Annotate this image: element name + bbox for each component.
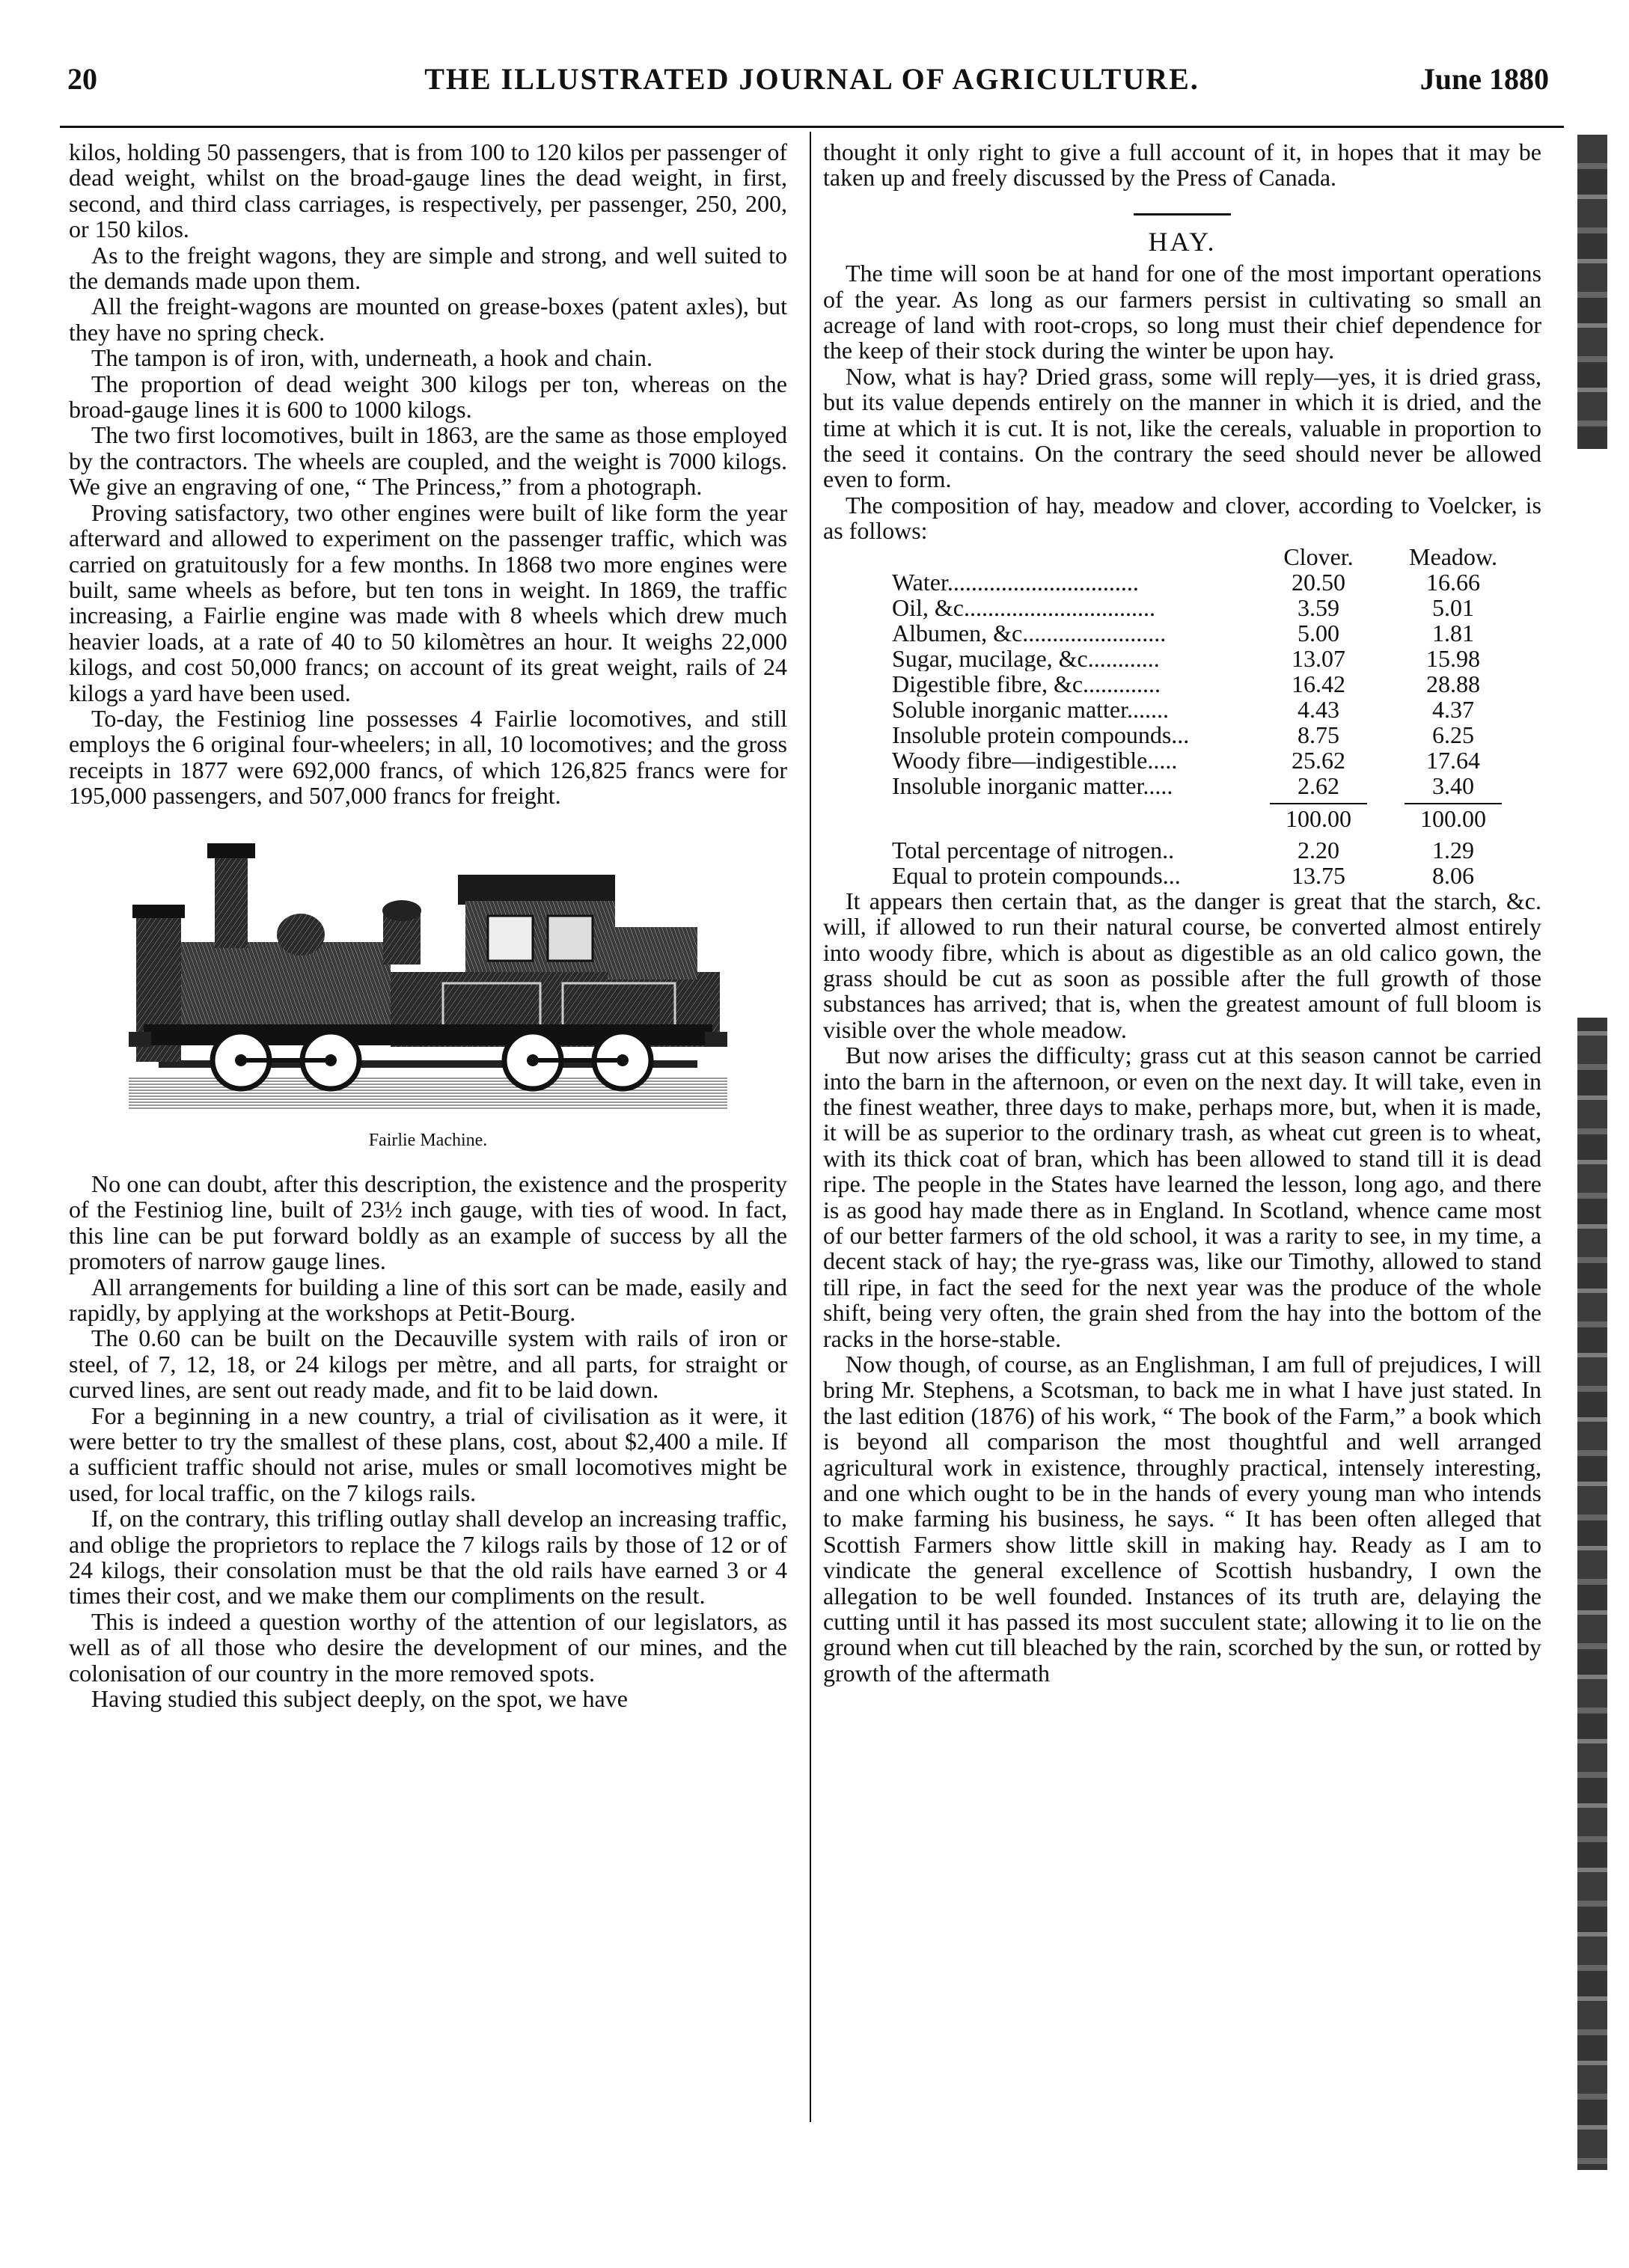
paragraph: All arrangements for building a line of this sort can be made, easily and rapidly, by applying at the workshops at Petit-Bourg. <box>69 1273 787 1326</box>
row-label: Insoluble inorganic matter..... <box>892 772 1173 798</box>
paragraph: The tampon is of iron, with, underneath, a hook and chain. <box>91 344 653 372</box>
meadow-value: 3.40 <box>1432 771 1474 799</box>
page-header <box>60 61 1564 106</box>
clover-total: 100.00 <box>1286 804 1351 832</box>
column-header-clover: Clover. <box>1283 542 1354 570</box>
row-label: Albumen, &c........................ <box>892 620 1167 646</box>
column-divider <box>810 132 811 2122</box>
row-label: Equal to protein compounds... <box>892 862 1181 888</box>
paragraph: The two first locomotives, built in 1863, are the same as those employed by the contractors. The wheels are coupled, and the weight is 7000 kilogs. We give an engraving of one, “ The Princess,” from a photograph. <box>69 421 787 501</box>
paragraph: To-day, the Festiniog line possesses 4 Fairlie locomotives, and still employs the 6 original four-wheelers; in all, 10 locomotives; and the gross receipts in 1877 were 692,000 francs, of which 126,825 francs were for 195,000 passengers, and 507,000 francs for freight. <box>69 704 787 810</box>
paragraph: Having studied this subject deeply, on the spot, we have <box>91 1685 628 1713</box>
paragraph: Now, what is hay? Dried grass, some will reply—yes, it is dried grass, but its value depends entirely on the manner in which it is dried, and the time at which it is cut. It is not, like the cereals, valuable in proportion to the seed it contains. On the contrary the seed should never be allowed even to form. <box>823 362 1541 493</box>
paragraph: Now though, of course, as an Englishman, I am full of prejudices, I will bring Mr. Stephens, a Scotsman, to back me in what I have just stated. In the last edition (1876) of his work, “ The book of the Farm,” a book which is beyond all comparison the most thoughtful and well arranged agricultural work in existence, throughly practical, intensely interesting, and one which ought to be in the hands of every young man who intends to make farming his business, he says. “ It has been often alleged that Scottish Farmers show little skill in making hay. Ready as I am to vindicate the general excellence of Scottish husbandry, I own the allegation to be well founded. Instances of its truth are, delaying the cutting until it has passed its most succulent state; allowing it to lie on the ground when cut till bleached by the rain, scorched by the sun, or rotted by growth of the aftermath <box>823 1351 1541 1687</box>
hay-composition-table <box>892 544 1520 888</box>
meadow-total: 100.00 <box>1420 804 1486 832</box>
figure-caption: Fairlie Machine. <box>368 1130 488 1150</box>
meadow-value: 5.01 <box>1432 593 1474 621</box>
total-row <box>892 806 1520 831</box>
paragraph: The proportion of dead weight 300 kilogs per ton, whereas on the broad-gauge lines it is 600 to 1000 kilogs. <box>69 370 787 424</box>
clover-value: 4.43 <box>1298 695 1339 723</box>
right-column <box>823 139 1541 1686</box>
paragraph: It appears then certain that, as the danger is great that the starch, &c. will, if allowed to run their natural course, be converted almost entirely into woody fibre, which is about as digestible as an old calico gown, the grass should be cut as soon as possible after the full growth of those substances has arrived; that is, when the greatest amount of full bloom is visible over the whole meadow. <box>823 887 1541 1043</box>
row-label: Soluble inorganic matter....... <box>892 696 1170 722</box>
binding-edge-shadow <box>1577 135 1607 2170</box>
row-label: Sugar, mucilage, &c............ <box>892 645 1160 671</box>
table-row <box>892 722 1520 748</box>
row-label: Insoluble protein compounds... <box>892 721 1190 748</box>
table-row <box>892 671 1520 697</box>
meadow-value: 28.88 <box>1426 670 1480 697</box>
table-row <box>892 773 1520 798</box>
clover-value: 13.07 <box>1292 644 1345 672</box>
table-row <box>892 569 1520 595</box>
column-header-meadow: Meadow. <box>1409 542 1497 570</box>
paragraph: This is indeed a question worthy of the attention of our legislators, as well as of all those who desire the development of our mines, and the colonisation of our country in the more removed spots. <box>69 1607 787 1687</box>
row-label: Water................................ <box>892 569 1139 595</box>
paragraph: But now arises the difficulty; grass cut at this season cannot be carried into the barn in the afternoon, or even on the next day. It will take, even in the finest weather, three days to make, perhaps more, but, when it is made, it will be as superior to the ordinary trash, as wheat cut green is to wheat, with its thick coat of bran, which has been allowed to stand till it is dead ripe. The people in the States have learned the lesson, long ago, and there is as good hay made there as in England. In Scotland, whence came most of our better farmers of the old school, it was a rarity to see, in my time, a decent stack of hay; the rye-grass was, like our Timothy, allowed to stand till ripe, in fact the seed for the next year was the produce of the whole shift, being very often, the grain shed from the hay into the bottom of the racks in the horse-stable. <box>823 1042 1541 1352</box>
paragraph: kilos, holding 50 passengers, that is from 100 to 120 kilos per passenger of dead weight, whilst on the broad-gauge lines the dead weight, in first, second, and third class carriages, is respectively, per passenger, 250, 200, or 150 kilos. <box>69 138 787 243</box>
table-row <box>892 646 1520 671</box>
paragraph: The time will soon be at hand for one of the most important operations of the year. As long as our farmers persist in cultivating so small an acreage of land with root-crops, so long must their chief dependence for the keep of their stock during the winter be upon hay. <box>823 260 1541 364</box>
paragraph: The composition of hay, meadow and clover, according to Voelcker, is as follows: <box>823 491 1541 545</box>
protein-row <box>892 863 1520 888</box>
page-number: 20 <box>67 62 97 96</box>
clover-value: 16.42 <box>1292 670 1345 697</box>
meadow-value: 6.25 <box>1432 721 1474 748</box>
locomotive-engraving <box>114 822 742 1153</box>
paragraph: thought it only right to give a full account of it, in hopes that it may be taken up and freely discussed by the Press of Canada. <box>823 138 1541 192</box>
header-rule <box>60 126 1564 128</box>
paragraph: All the freight-wagons are mounted on grease-boxes (patent axles), but they have no spring check. <box>69 293 787 346</box>
clover-value: 3.59 <box>1298 593 1339 621</box>
nitrogen-row <box>892 837 1520 863</box>
clover-value: 5.00 <box>1298 619 1339 647</box>
clover-value: 2.62 <box>1298 771 1339 799</box>
table-header-row <box>892 544 1520 569</box>
row-label: Oil, &c................................ <box>892 594 1155 620</box>
table-row <box>892 697 1520 722</box>
section-rule <box>1134 213 1231 216</box>
meadow-value: 1.81 <box>1432 619 1474 647</box>
table-row <box>892 620 1520 646</box>
clover-value: 2.20 <box>1298 836 1339 864</box>
paragraph: Proving satisfactory, two other engines were built of like form the year afterward and allowed to experiment on the passenger traffic, which was carried on gratuitously for a few months. In 1868 two more engines were built, same wheels as before, but ten tons in weight. In 1869, the traffic increasing, a Fairlie engine was made with 8 wheels which drew much heavier loads, at a rate of 40 to 50 kilomètres an hour. It weighs 22,000 kilogs, and cost 50,000 francs; on account of its great weight, rails of 24 kilogs a yard have been used. <box>69 498 787 706</box>
meadow-value: 8.06 <box>1432 861 1474 889</box>
table-row <box>892 595 1520 620</box>
issue-date: June 1880 <box>1419 62 1549 96</box>
paragraph: As to the freight wagons, they are simple and strong, and well suited to the demands made upon them. <box>69 241 787 295</box>
clover-value: 8.75 <box>1298 721 1339 748</box>
paragraph: If, on the contrary, this trifling outlay shall develop an increasing traffic, and oblige the proprietors to replace the 7 kilogs rails by those of 12 or of 24 kilogs, their consolation must be that the old rails have earned 3 or 4 times their cost, and we make them our compliments on the result. <box>69 1505 787 1610</box>
fairlie-locomotive-illustration <box>114 822 742 1122</box>
paragraph: No one can doubt, after this description, the existence and the prosperity of the Festiniog line, built of 23½ inch gauge, with ties of wood. In fact, this line can be put forward boldly as an example of success by all the promoters of narrow gauge lines. <box>69 1170 787 1275</box>
section-title: HAY. <box>1148 226 1217 257</box>
meadow-value: 17.64 <box>1426 746 1480 774</box>
clover-value: 20.50 <box>1292 568 1345 596</box>
row-label: Total percentage of nitrogen.. <box>892 837 1175 863</box>
row-label: Woody fibre—indigestible..... <box>892 747 1178 773</box>
meadow-value: 4.37 <box>1432 695 1474 723</box>
paragraph: For a beginning in a new country, a trial of civilisation as it were, it were better to try the smallest of these plans, cost, about $2,400 a mile. If a sufficient traffic should not arise, mules or small locomotives might be used, for local traffic, on the 7 kilogs rails. <box>69 1402 787 1506</box>
table-row <box>892 748 1520 773</box>
row-label: Digestible fibre, &c............. <box>892 670 1161 697</box>
clover-value: 13.75 <box>1292 861 1345 889</box>
left-column <box>69 139 787 1712</box>
meadow-value: 15.98 <box>1426 644 1480 672</box>
paragraph: The 0.60 can be built on the Decauville system with rails of iron or steel, of 7, 12, 18, or 24 kilogs per mètre, and all parts, for straight or curved lines, are sent out ready made, and fit to be laid down. <box>69 1324 787 1404</box>
binding-edge-gap <box>1577 449 1607 1018</box>
clover-value: 25.62 <box>1292 746 1345 774</box>
meadow-value: 1.29 <box>1432 836 1474 864</box>
sum-rule <box>1270 803 1367 804</box>
meadow-value: 16.66 <box>1426 568 1480 596</box>
journal-title: THE ILLUSTRATED JOURNAL OF AGRICULTURE. <box>424 62 1199 96</box>
sum-rule <box>1405 803 1502 804</box>
